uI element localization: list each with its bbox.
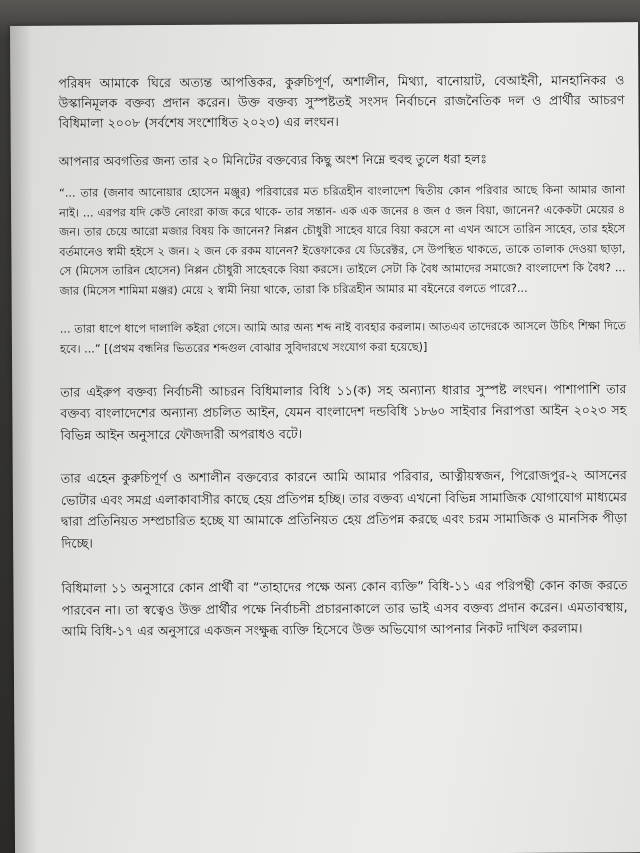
violation-paragraph: তার এইরুপ বক্তব্য নির্বাচনী আচরন বিধিমালার বিধি ১১(ক) সহ অন্যান্য ধারার সুস্পষ্ট লংঘন। পাশাপাশি তার বক্তব্য বাংলাদেশের অন্যান্য প্রচলিত আইন, যেমন বাংলাদেশ দন্ডবিধি ১৮৬০ সাইবার নিরাপত্তা আইন ২০২৩ সহ বিভিন্ন আইন অনুসারে ফৌজদারী অপরাধও বটে। [60,380,627,443]
context-paragraph: আপনার অবগতির জন্য তার ২০ মিনিটের বক্তব্যের কিছু অংশ নিম্নে হুবহু তুলে ধরা হলঃ [58,151,487,169]
quoted-speech-part-1: “... তার (জনাব আনোয়ার হোসেন মঞ্জুর) পরিবারের মত চরিত্রহীন বাংলাদেশ দ্বিতীয় কোন পরিবার আছে কিনা আমার জানা নাই। ... এরপর যদি কেউ নোংরা কাজ করে থাকে- তার সন্তান- এক এক জনের ৪ জন ৫ জন বিয়া, জানেন? একেকটা মেয়ের ৪ জন। তার চেয়ে আরো মজার বিষয় কি জানেন? নিপ্পন চৌধুরী সাহেব যারে বিয়া করসে না এখন আসে তারিন সাহেব, তার হইসে বর্তমানেও স্বামী হইসে ২ জন। ২ জন কে রকম যানেন? ইত্তেফাকের যে ডিরেক্টর, সে উপস্থিত থাকতে, তাকে তালাক দেওয়া ছাড়া, সে (মিসেস তারিন হোসেন) নিপ্পন চৌধুরী সাহেবকে বিয়া করসে। তাইলে সেটা কি বৈধ আমাদের সমাজে? বাংলাদেশ কি বৈধ? ... জার (মিসেস শামিমা মঞ্জর) মেয়ে ২ স্বামী নিয়া থাকে, তারা কি চরিত্রহীন আমার মা বইনেরে বলতে পারে?... [58,183,626,298]
letter-body [58,70,627,642]
intro-paragraph: পরিষদ আমাকে ঘিরে অত্যন্ত আপত্তিকর, কুরুচিপূর্ণ, অশালীন, মিথ্যা, বানোয়াট, বেআইনী, মানহানিকর ও উস্কানিমূলক বক্তব্য প্রদান করেন। উক্ত বক্তব্য সুস্পষ্টতই সংসদ নির্বাচনে রাজনৈতিক দল ও প্রার্থীর আচরণ বিধিমালা ২০০৮ (সর্বশেষ সংশোধিত ২০২৩) এর লংঘন। [58,72,625,131]
harm-paragraph: তার এহেন কুরুচিপূর্ণ ও অশালীন বক্তব্যের কারনে আমি আমার পরিবার, আত্নীয়স্বজন, পিরোজপুর-২ আসনের ভোটার এবং সমগ্র এলাকাবাসীর কাছে হেয় প্রতিপন্ন হচ্ছি। তার বক্তব্য এখনো বিভিন্ন সামাজিক যোগাযোগ মাধ্যমের দ্বারা প্রতিনিয়ত সম্প্রচারিত হচ্ছে যা আমাকে প্রতিনিয়ত হেয় প্রতিপন্ন করছে এবং চরম সামাজিক ও মানসিক পীড়া দিচ্ছে। [60,467,628,551]
request-paragraph: বিধিমালা ১১ অনুসারে কোন প্রার্থী বা “তাহাদের পক্ষে অন্য কোন ব্যক্তি” বিধি-১১ এর পরিপন্থী কোন কাজ করতে পারবেন না। তা স্বত্বেও উক্ত প্রার্থীর পক্ষে নির্বাচনী প্রচারনাকালে তার ভাই এসব বক্তব্য প্রদান করেন। এমতাবস্থায়, আমি বিধি-১৭ এর অনুসারে একজন সংক্ষুব্ধ ব্যক্তি হিসেবে উক্ত অভিযোগ আপনার নিকট দাখিল করলাম। [61,577,628,639]
page-shadow [10,26,37,853]
paper-sheet [10,22,640,853]
quoted-speech-part-2: ... তারা ধাপে ধাপে দালালি কইরা গেসে। আমি আর অন্য শব্দ নাই ব্যবহার করলাম। আতএব তাদেরকে আসলে উচিৎ শিক্ষা দিতে হবে। ...” [(প্রথম বন্ধনির ভিতরের শব্দগুল বোঝার সুবিদারথে সংযোগ করা হয়েছে)] [59,318,626,356]
